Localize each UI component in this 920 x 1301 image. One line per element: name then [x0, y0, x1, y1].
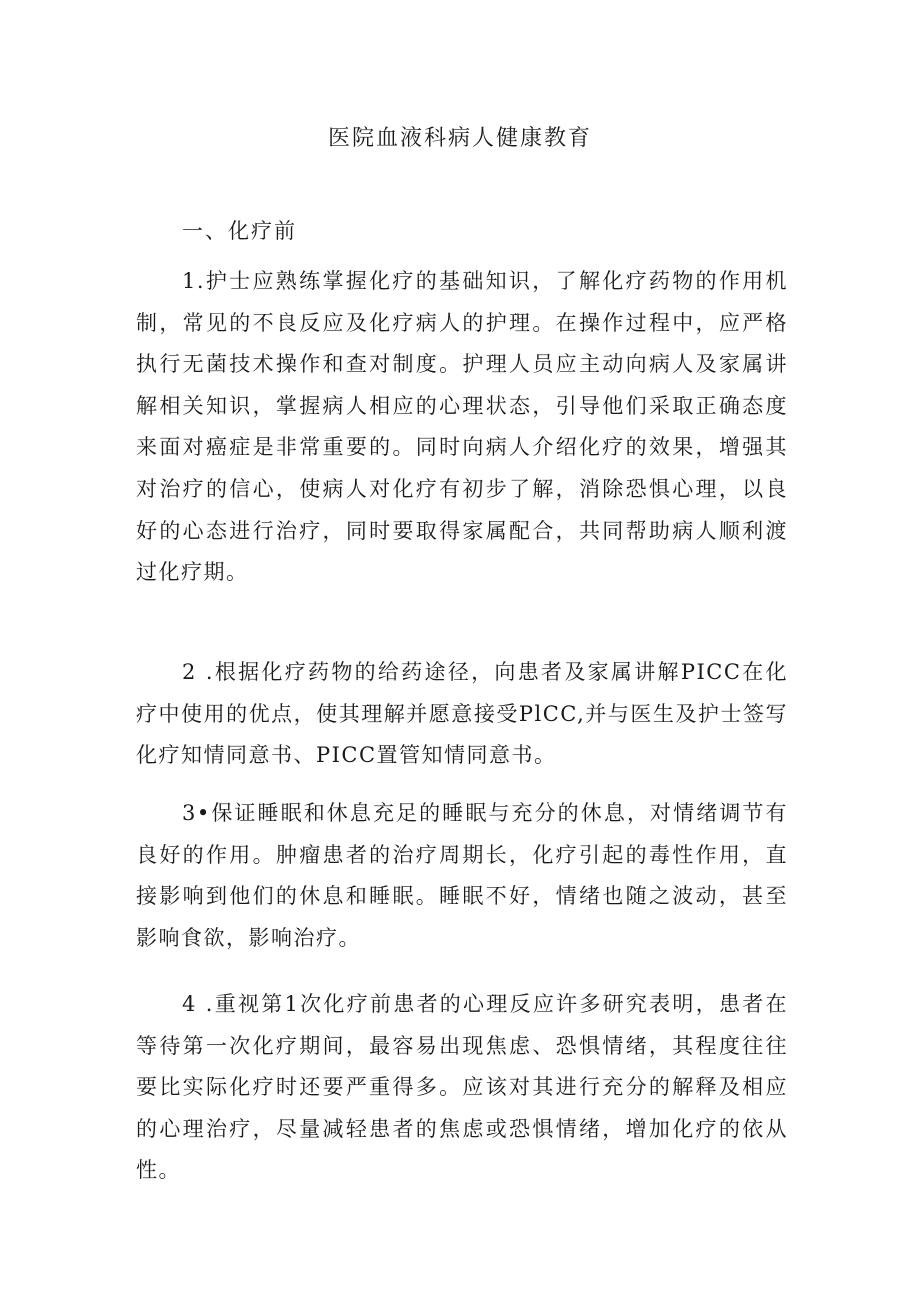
- paragraph-3: 3•保证睡眠和休息充足的睡眠与充分的休息，对情绪调节有良好的作用。肿瘤患者的治疗周期长，化疗引起的毒性作用，直接影响到他们的休息和睡眠。睡眠不好，情绪也随之波动，甚至影响食欲，影响治疗。: [136, 801, 788, 950]
- section-heading: 一、化疗前: [182, 219, 297, 243]
- paragraph-4: 4 .重视第1次化疗前患者的心理反应许多研究表明，患者在等待第一次化疗期间，最容易出现焦虑、恐惧情绪，其程度往往要比实际化疗时还要严重得多。应该对其进行充分的解释及相应的心理治疗，尽量减轻患者的焦虑或恐惧情绪，增加化疗的依从性。: [136, 992, 788, 1183]
- paragraph-2: 2 .根据化疗药物的给药途径，向患者及家属讲解PICC在化疗中使用的优点，使其理解并愿意接受PlCC,并与医生及护士签写化疗知情同意书、PICC置管知情同意书。: [136, 660, 788, 768]
- document-title: 医院血液科病人健康教育: [327, 126, 592, 151]
- paragraph-1: 1.护士应熟练掌握化疗的基础知识，了解化疗药物的作用机制，常见的不良反应及化疗病人的护理。在操作过程中，应严格执行无菌技术操作和查对制度。护理人员应主动向病人及家属讲解相关知识，掌握病人相应的心理状态，引导他们采取正确态度来面对癌症是非常重要的。同时向病人介绍化疗的效果，增强其对治疗的信心，使病人对化疗有初步了解，消除恐惧心理，以良好的心态进行治疗，同时要取得家属配合，共同帮助病人顺利渡过化疗期。: [136, 269, 788, 585]
